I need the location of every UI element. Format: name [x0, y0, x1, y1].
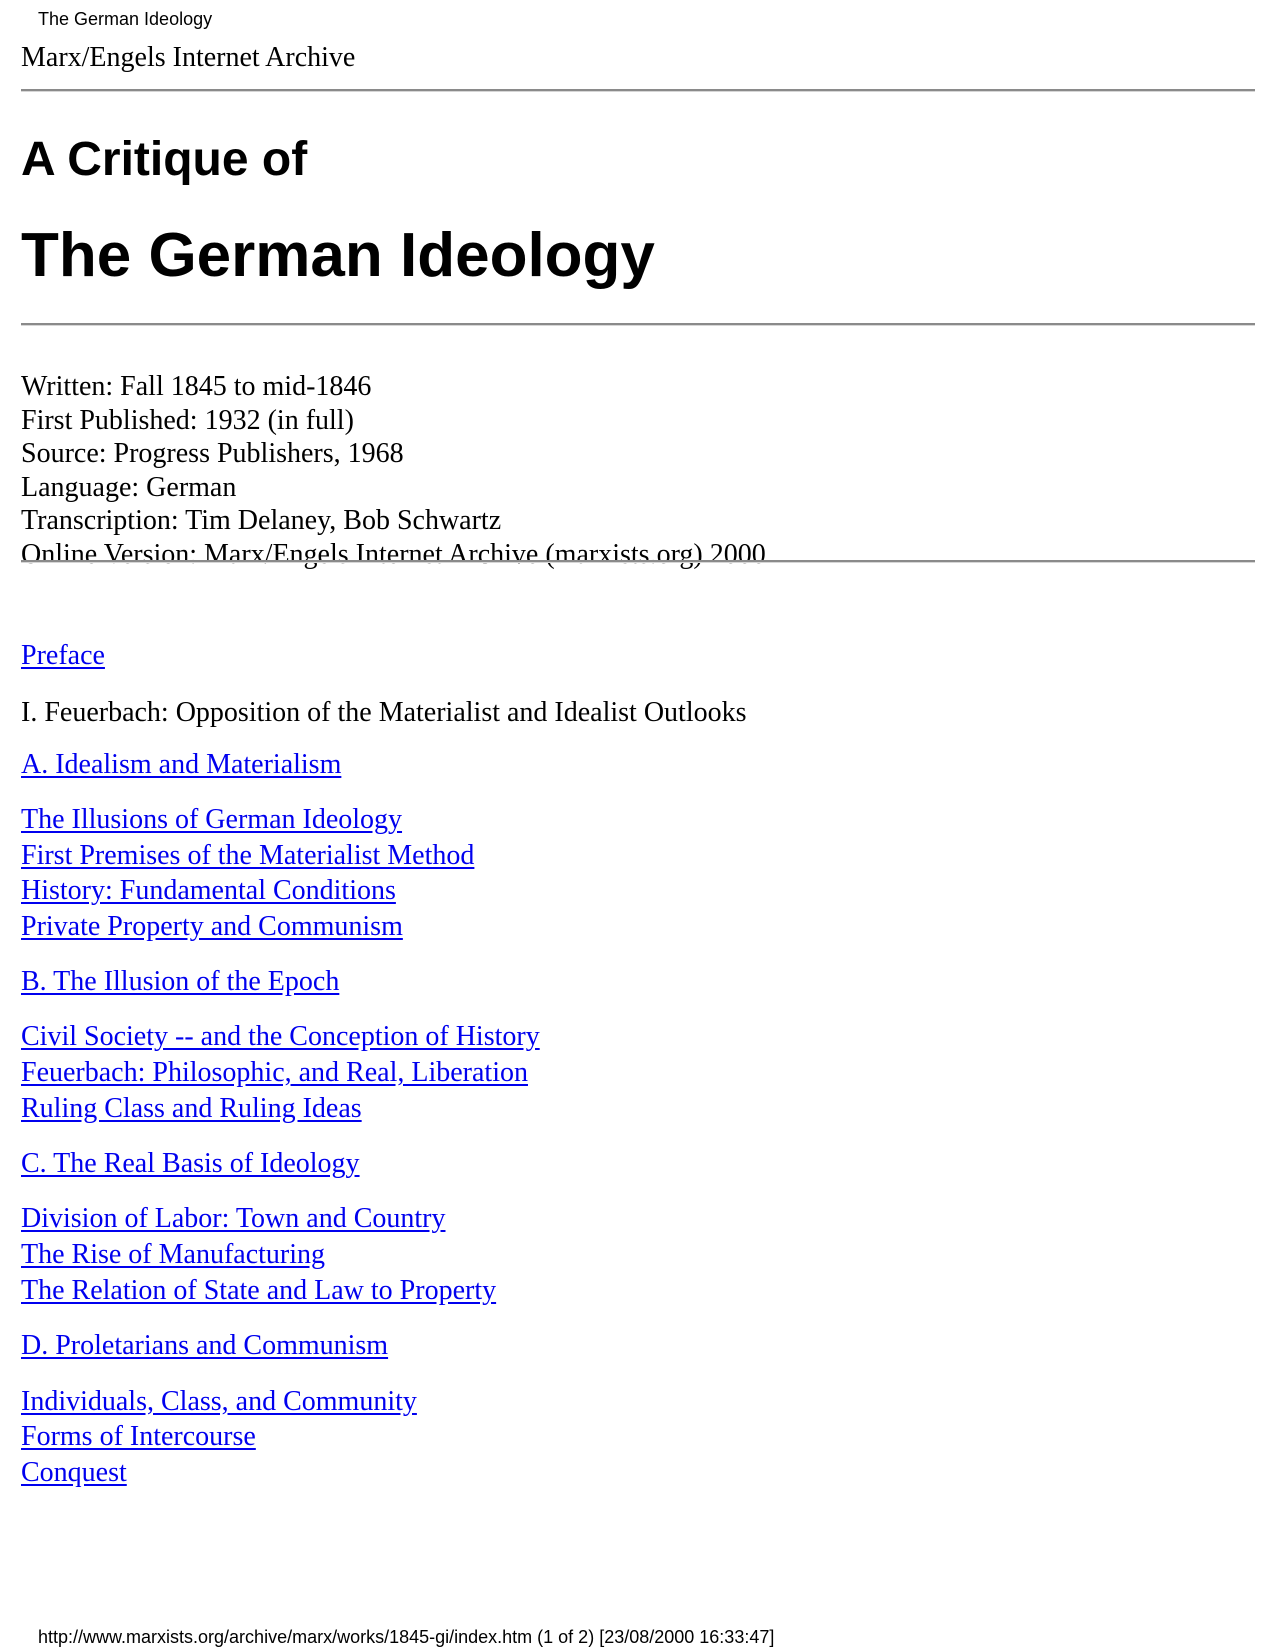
link-individuals-class-community[interactable]: Individuals, Class, and Community [21, 1386, 417, 1417]
page-title: The German Ideology [21, 221, 655, 290]
link-ruling-class-ideas[interactable]: Ruling Class and Ruling Ideas [21, 1093, 362, 1124]
meta-transcription: Transcription: Tim Delaney, Bob Schwartz [21, 505, 502, 536]
divider-meta [21, 560, 1255, 563]
link-section-d[interactable]: D. Proletarians and Communism [21, 1330, 389, 1361]
divider-top [21, 89, 1255, 92]
link-rise-of-manufacturing[interactable]: The Rise of Manufacturing [21, 1239, 326, 1270]
divider-title [21, 323, 1255, 326]
meta-source: Source: Progress Publishers, 1968 [21, 438, 404, 469]
link-section-a[interactable]: A. Idealism and Materialism [21, 749, 342, 780]
title-critique-of: A Critique of [21, 133, 308, 186]
link-civil-society[interactable]: Civil Society -- and the Conception of History [21, 1021, 540, 1052]
link-section-b[interactable]: B. The Illusion of the Epoch [21, 966, 340, 997]
meta-online-version: Online Version: Marx/Engels Internet Archive (marxists.org) 2000 [21, 538, 766, 570]
part-heading-feuerbach: I. Feuerbach: Opposition of the Materialist and Idealist Outlooks [21, 697, 747, 728]
link-division-of-labor[interactable]: Division of Labor: Town and Country [21, 1203, 446, 1234]
link-preface[interactable]: Preface [21, 640, 105, 671]
link-private-property-communism[interactable]: Private Property and Communism [21, 911, 403, 942]
meta-language: Language: German [21, 471, 237, 503]
print-footer-url: http://www.marxists.org/archive/marx/works/1845-gi/index.htm (1 of 2) [23/08/2000 16:33:47] [38, 1627, 775, 1647]
publication-info [21, 370, 766, 571]
link-section-c[interactable]: C. The Real Basis of Ideology [21, 1148, 360, 1179]
link-feuerbach-liberation[interactable]: Feuerbach: Philosophic, and Real, Liberation [21, 1057, 528, 1088]
link-state-law-property[interactable]: The Relation of State and Law to Property [21, 1275, 497, 1306]
meta-first-published: First Published: 1932 (in full) [21, 404, 354, 436]
link-forms-of-intercourse[interactable]: Forms of Intercourse [21, 1421, 256, 1452]
archive-title: Marx/Engels Internet Archive [21, 42, 356, 73]
print-header: The German Ideology [38, 9, 213, 29]
meta-written: Written: Fall 1845 to mid-1846 [21, 371, 372, 402]
link-illusions-german-ideology[interactable]: The Illusions of German Ideology [21, 804, 403, 835]
link-first-premises[interactable]: First Premises of the Materialist Method [21, 840, 475, 871]
link-conquest[interactable]: Conquest [21, 1457, 127, 1488]
link-history-fundamental-conditions[interactable]: History: Fundamental Conditions [21, 875, 396, 906]
